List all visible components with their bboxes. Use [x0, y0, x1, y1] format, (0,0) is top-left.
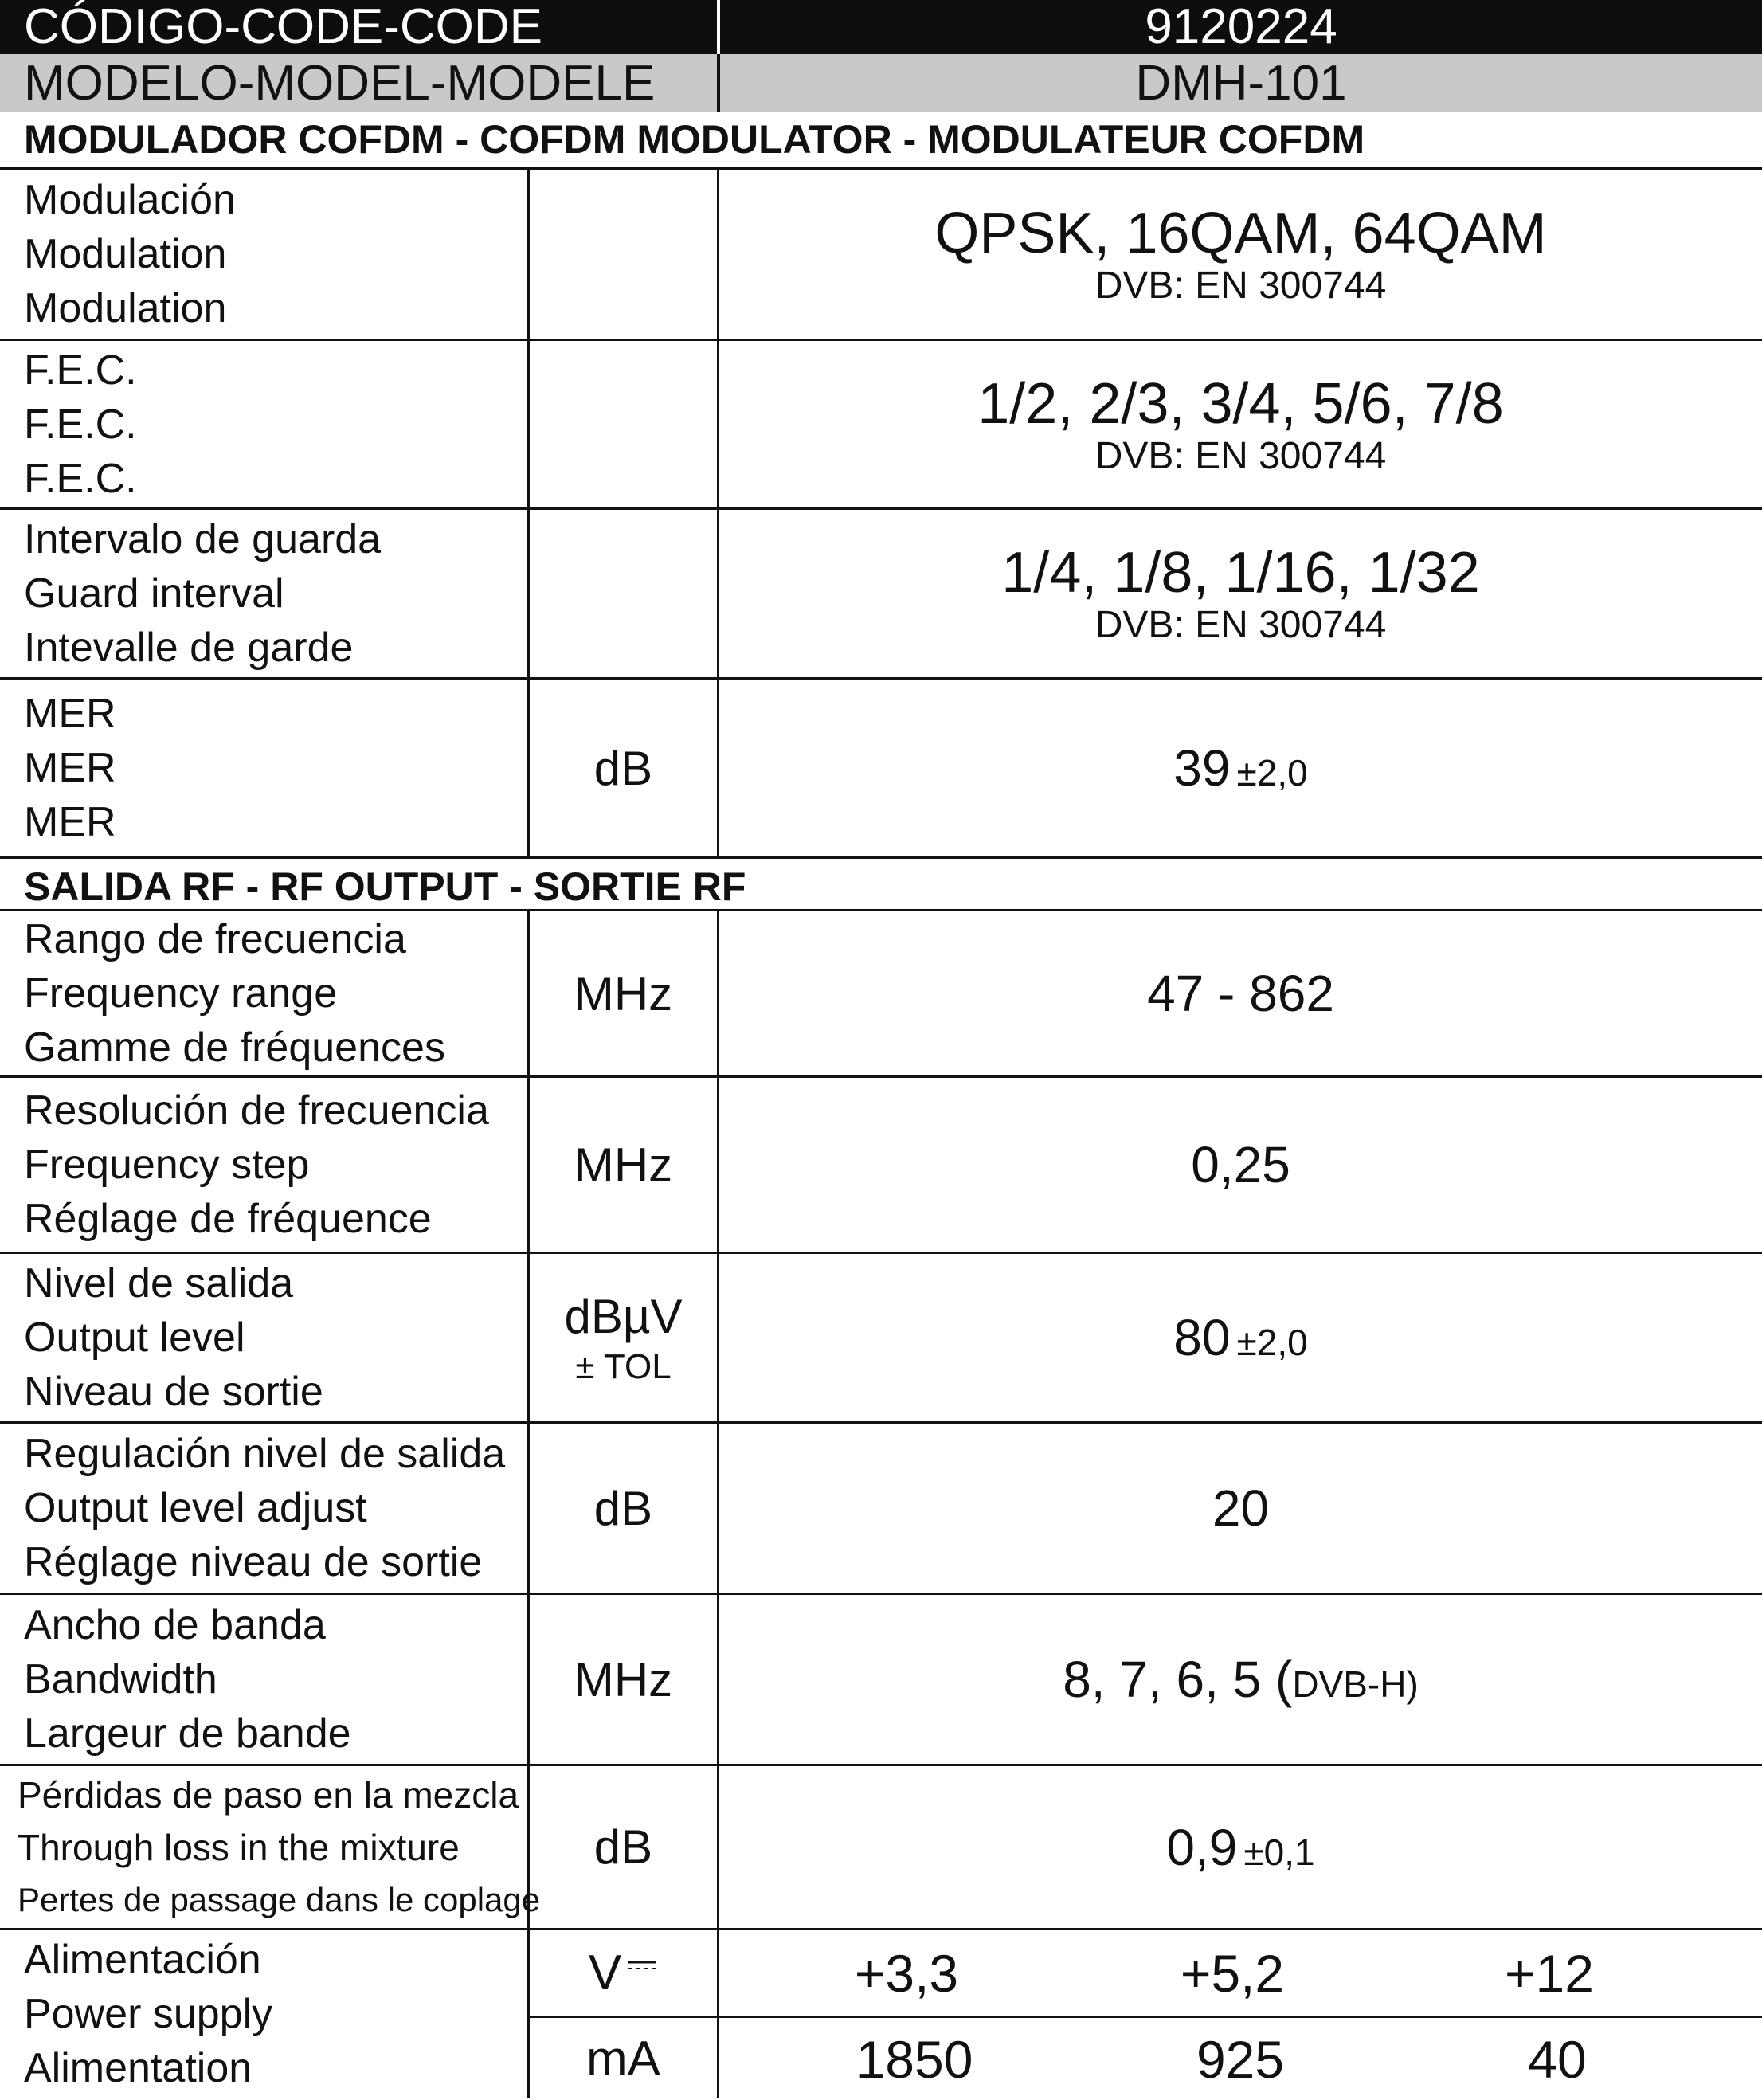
code-label: CÓDIGO-CODE-CODE [24, 0, 542, 54]
section-modulator: MODULADOR COFDM - COFDM MODULATOR - MODULATEUR COFDM [24, 117, 1365, 162]
model-row [0, 54, 1762, 112]
voltage-value: +5,2 [1180, 1943, 1285, 2003]
voltage-unit: V [530, 1930, 717, 2016]
mer-label: MER MER MER [24, 691, 116, 845]
out-level-unit: dBµV ± TOL [564, 1289, 683, 1386]
freq-range-unit: MHz [574, 966, 673, 1021]
model-label: MODELO-MODEL-MODELE [24, 56, 656, 111]
row-output-level [0, 1252, 1762, 1421]
modulation-value: QPSK, 16QAM, 64QAM DVB: EN 300744 [934, 202, 1547, 307]
out-level-label: Nivel de salida Output level Niveau de sortie [24, 1260, 323, 1415]
freq-step-value: 0,25 [1191, 1136, 1290, 1193]
voltage-value: +3,3 [854, 1943, 959, 2003]
bandwidth-value: 8, 7, 6, 5 (DVB-H) [1063, 1651, 1419, 1708]
fec-label: F.E.C. F.E.C. F.E.C. [24, 347, 137, 502]
out-adjust-value: 20 [1212, 1479, 1270, 1537]
row-bandwidth [0, 1593, 1762, 1764]
freq-range-label: Rango de frecuencia Frequency range Gamme de fréquences [24, 916, 445, 1071]
freq-range-value: 47 - 862 [1147, 965, 1334, 1022]
row-frequency-step [0, 1075, 1762, 1252]
guard-label: Intervalo de guarda Guard interval Intevalle de garde [24, 516, 382, 671]
freq-step-unit: MHz [574, 1138, 673, 1192]
bandwidth-unit: MHz [574, 1652, 673, 1706]
through-loss-unit: dB [593, 1820, 653, 1874]
power-label: Alimentación Power supply Alimentation [24, 1937, 273, 2091]
mer-unit: dB [593, 741, 653, 795]
section-rf-output: SALIDA RF - RF OUTPUT - SORTIE RF [0, 856, 1762, 909]
row-frequency-range [0, 909, 1762, 1075]
modulation-label: Modulación Modulation Modulation [24, 177, 236, 331]
current-value: 40 [1528, 2029, 1587, 2089]
guard-value: 1/4, 1/8, 1/16, 1/32 DVB: EN 300744 [1001, 541, 1480, 646]
row-through-loss [0, 1764, 1762, 1928]
model-value: DMH-101 [717, 54, 1762, 112]
code-row [0, 0, 1762, 54]
current-value: 1850 [856, 2029, 973, 2089]
code-value: 9120224 [717, 0, 1762, 54]
row-mer [0, 677, 1762, 856]
mer-value: 39 ±2,0 [1173, 739, 1308, 797]
out-adjust-unit: dB [593, 1481, 653, 1535]
voltage-value: +12 [1505, 1943, 1594, 2003]
fec-value: 1/2, 2/3, 3/4, 5/6, 7/8 DVB: EN 300744 [977, 371, 1504, 477]
current-unit: mA [586, 2031, 660, 2086]
out-adjust-label: Regulación nivel de salida Output level adjust Réglage niveau de sortie [24, 1431, 506, 1585]
row-guard-interval [0, 507, 1762, 677]
freq-step-label: Resolución de frecuencia Frequency step Réglage de fréquence [24, 1087, 489, 1242]
through-loss-value: 0,9 ±0,1 [1166, 1818, 1315, 1876]
row-fec [0, 339, 1762, 507]
out-level-value: 80 ±2,0 [1173, 1309, 1308, 1366]
current-value: 925 [1196, 2029, 1285, 2089]
dc-symbol-icon [626, 1960, 658, 1971]
bandwidth-label: Ancho de banda Bandwidth Largeur de bande [24, 1602, 351, 1757]
row-power-supply [0, 1928, 1762, 2098]
row-output-level-adjust [0, 1421, 1762, 1593]
row-modulation [0, 167, 1762, 339]
through-loss-label: Pérdidas de paso en la mezcla Through loss in the mixture Pertes de passage dans le coplage [18, 1773, 541, 1918]
